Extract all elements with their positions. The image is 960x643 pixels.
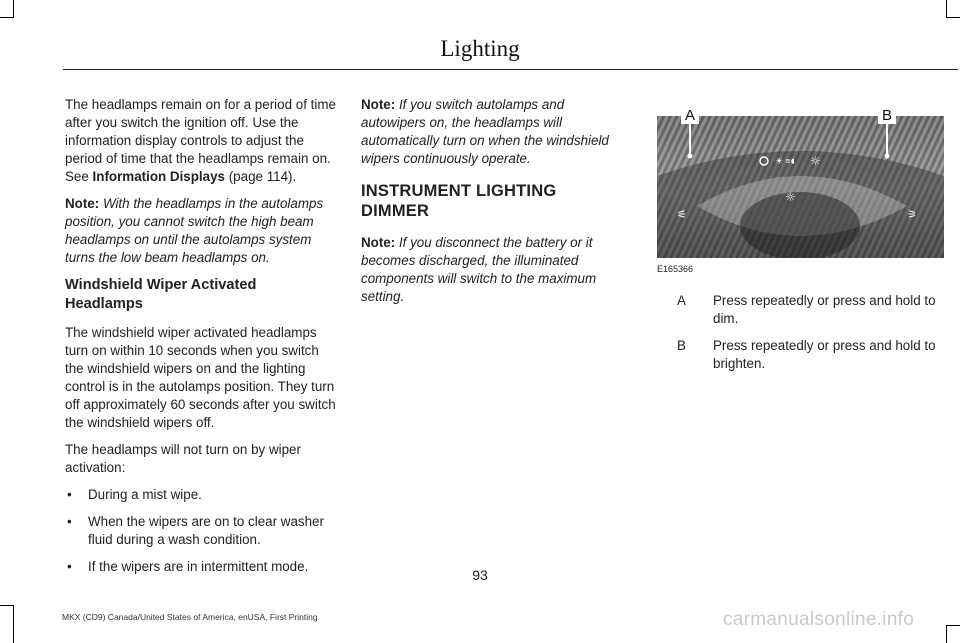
paragraph: The headlamps will not turn on by wiper activation: xyxy=(65,442,301,475)
crop-mark xyxy=(946,625,947,643)
callout-label-a: A xyxy=(684,107,696,124)
legend-text: Press repeatedly or press and hold to dim. xyxy=(713,293,936,326)
note-label: Note: xyxy=(361,97,396,112)
crop-mark xyxy=(0,605,14,606)
left-column xyxy=(65,96,337,585)
crop-mark xyxy=(946,0,947,18)
legend-text: Press repeatedly or press and hold to brighten. xyxy=(713,338,936,371)
list-item: • When the wipers are on to clear washer fluid during a wash condition. xyxy=(65,513,337,549)
paragraph-text: (page 114). xyxy=(225,169,297,184)
figure-code: E165366 xyxy=(657,264,694,274)
page-number: 93 xyxy=(472,567,488,583)
legend-key: B xyxy=(677,338,686,353)
note-text: If you disconnect the battery or it becomes discharged, the illuminated components will switch to the maximum setting. xyxy=(361,235,597,304)
dimmer-illustration xyxy=(657,106,944,258)
header-divider xyxy=(63,69,958,70)
note xyxy=(65,195,337,267)
crop-mark xyxy=(946,17,960,18)
parking-lamp-icon: ☀ xyxy=(775,157,784,167)
note xyxy=(361,96,629,168)
cross-reference-link[interactable]: Information Displays xyxy=(92,169,225,184)
fog-lamp-icon: ⚟ xyxy=(677,208,687,221)
note-text: If you switch autolamps and autowipers on, the headlamps will automatically turn on when the windshield wipers continuously operate. xyxy=(361,97,609,166)
autolamp-icon: ☼ xyxy=(810,154,821,168)
headlamp-icon: ≡◖ xyxy=(785,157,795,165)
paragraph: The windshield wiper activated headlamps turn on within 10 seconds when you switch the windshield wipers on and the lighting control is in the autolamps position. They turn off approximately 60 seconds after you switch the windshield wipers off. xyxy=(65,325,336,430)
crop-mark xyxy=(946,625,960,626)
middle-column xyxy=(361,96,629,315)
footer-text: MKX (CD9) Canada/United States of America, enUSA, First Printing xyxy=(62,612,318,622)
paragraph xyxy=(65,96,337,186)
note xyxy=(361,234,629,306)
crop-mark xyxy=(0,17,14,18)
callout-legend xyxy=(677,292,939,382)
callout-dot-a xyxy=(688,154,693,159)
bullet-list xyxy=(65,486,337,576)
knob-shape xyxy=(740,192,860,258)
page-title: Lighting xyxy=(440,36,520,61)
paragraph-text: The headlamps remain on for a period of time after you switch the ignition off. Use the information display controls to adjust the period of time that the headlamps remain on. See xyxy=(65,97,336,184)
list-item: • If the wipers are in intermittent mode. xyxy=(65,558,337,576)
list-item: • During a mist wipe. xyxy=(65,486,337,504)
callout-label-b: B xyxy=(881,107,893,124)
section-heading: INSTRUMENT LIGHTING DIMMER xyxy=(361,182,557,220)
note-text: With the headlamps in the autolamps position, you cannot switch the high beam headlamps on until the autolamps system turns the low beam headlamps on. xyxy=(65,196,324,265)
subheading: Windshield Wiper Activated Headlamps xyxy=(65,277,257,312)
callout-dot-b xyxy=(885,154,890,159)
crop-mark xyxy=(13,605,14,643)
watermark: carmanualsonline.info xyxy=(723,609,915,630)
note-label: Note: xyxy=(65,196,100,211)
legend-row xyxy=(677,337,939,373)
crop-mark xyxy=(13,0,14,18)
rear-fog-icon: ⚞ xyxy=(907,208,917,221)
legend-row xyxy=(677,292,939,328)
note-label: Note: xyxy=(361,235,396,250)
legend-key: A xyxy=(677,293,686,308)
dimmer-sun-icon: ☼ xyxy=(785,190,796,204)
